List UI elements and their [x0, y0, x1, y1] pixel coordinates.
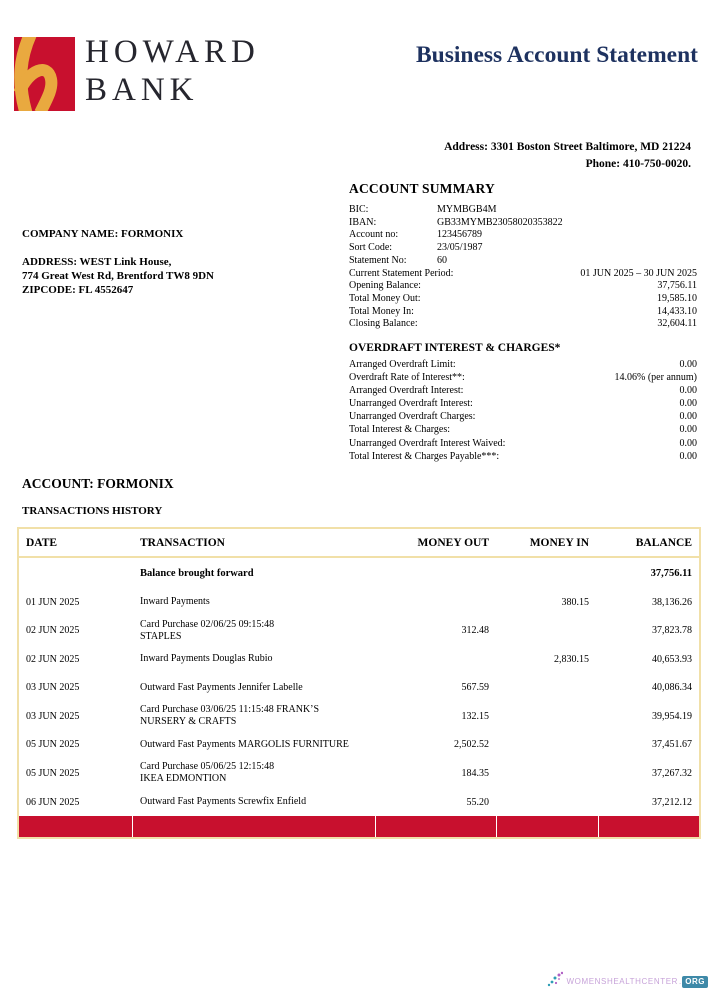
- transaction-description: Outward Fast Payments MARGOLIS FURNITURE: [140, 738, 349, 750]
- company-address-line1: ADDRESS: WEST Link House,: [22, 256, 172, 268]
- summary-row-value: 0.00: [679, 411, 697, 423]
- summary-row: [349, 371, 697, 384]
- summary-row-label: Total Interest & Charges Payable***:: [349, 450, 500, 462]
- transaction-description: Card Purchase 02/06/25 09:15:48 STAPLES: [140, 618, 275, 642]
- summary-row-value: 14,433.10: [657, 305, 697, 317]
- transaction-description: Card Purchase 05/06/25 12:15:48 IKEA EDMONTION: [140, 761, 275, 785]
- table-footer-bar: [19, 816, 699, 837]
- transaction-balance: 37,451.67: [652, 739, 692, 751]
- transaction-money-out: 132.15: [461, 710, 489, 722]
- column-header-transaction: TRANSACTION: [140, 536, 225, 549]
- summary-row-value: 123456789: [437, 229, 482, 241]
- footer-bar-cell: [599, 816, 699, 837]
- bbf-label: Balance brought forward: [140, 567, 254, 579]
- summary-row-label: Unarranged Overdraft Interest Waived:: [349, 437, 506, 449]
- summary-row-value: 0.00: [679, 385, 697, 397]
- transaction-balance: 39,954.19: [652, 710, 692, 722]
- transaction-description: Inward Payments: [140, 596, 210, 608]
- summary-row: [349, 280, 697, 293]
- summary-row: [349, 229, 697, 242]
- transaction-row: [19, 588, 699, 617]
- bank-address-block: [444, 139, 691, 173]
- summary-row: [349, 204, 697, 217]
- summary-row-value: 14.06% (per annum): [614, 372, 697, 384]
- summary-row: [349, 268, 697, 281]
- summary-row: [349, 318, 697, 331]
- footer-bar-cell: [376, 816, 496, 837]
- transaction-date: 05 JUN 2025: [26, 739, 80, 751]
- summary-row-label: Total Interest & Charges:: [349, 424, 451, 436]
- summary-row-value: GB33MYMB23058020353822: [437, 216, 563, 228]
- transaction-date: 03 JUN 2025: [26, 682, 80, 694]
- transaction-date: 06 JUN 2025: [26, 796, 80, 808]
- summary-row: [349, 450, 697, 463]
- transaction-description: Outward Fast Payments Jennifer Labelle: [140, 681, 303, 693]
- company-address-line2: 774 Great West Rd, Brentford TW8 9DN: [22, 270, 214, 282]
- summary-row: [349, 358, 697, 371]
- company-info-block: [22, 227, 214, 297]
- transaction-row: [19, 731, 699, 760]
- summary-row-value: 37,756.11: [657, 280, 697, 292]
- summary-row: [349, 437, 697, 450]
- transaction-balance: 38,136.26: [652, 596, 692, 608]
- watermark-period: .: [679, 977, 682, 986]
- transaction-date: 02 JUN 2025: [26, 625, 80, 637]
- transaction-description: Outward Fast Payments Screwfix Enfield: [140, 795, 307, 807]
- balance-brought-forward-row: [19, 558, 699, 588]
- transaction-description: Inward Payments Douglas Rubio: [140, 653, 273, 665]
- transaction-row: [19, 674, 699, 703]
- summary-row-label: Arranged Overdraft Limit:: [349, 359, 456, 370]
- summary-row-value: 0.00: [679, 359, 697, 370]
- summary-row-value: 01 JUN 2025 – 30 JUN 2025: [580, 267, 697, 279]
- transaction-date: 01 JUN 2025: [26, 596, 80, 608]
- summary-row-label: BIC:: [349, 204, 369, 215]
- summary-row-label: Total Money Out:: [349, 292, 421, 304]
- summary-row-label: Overdraft Rate of Interest**:: [349, 372, 465, 384]
- watermark-org-badge: ORG: [682, 976, 708, 988]
- document-title: Business Account Statement: [415, 42, 698, 68]
- footer-bar-cell: [497, 816, 598, 837]
- transaction-description: Card Purchase 03/06/25 11:15:48 FRANK’S NURSERY & CRAFTS: [140, 704, 320, 728]
- footer-bar-cell: [19, 816, 132, 837]
- transaction-money-out: 2,502.52: [454, 739, 489, 751]
- watermark-text: WOMENSHEALTHCENTER: [566, 977, 679, 986]
- transactions-table: [17, 527, 701, 839]
- transactions-table-header: [19, 529, 699, 558]
- bank-address-line: Address: 3301 Boston Street Baltimore, MD 21224: [444, 141, 691, 153]
- account-summary-rows: [349, 204, 697, 331]
- column-header-money-in: MONEY IN: [529, 536, 589, 549]
- summary-row-label: Closing Balance:: [349, 318, 418, 330]
- summary-row: [349, 255, 697, 268]
- summary-row-value: 0.00: [679, 398, 697, 410]
- company-zipcode: ZIPCODE: FL 4552647: [22, 284, 134, 296]
- transaction-row: [19, 645, 699, 674]
- summary-row-label: IBAN:: [349, 216, 377, 228]
- summary-row: [349, 410, 697, 423]
- transaction-row: [19, 702, 699, 731]
- bbf-balance: 37,756.11: [650, 567, 692, 579]
- summary-row-label: Account no:: [349, 229, 399, 241]
- transaction-money-out: 312.48: [461, 625, 489, 637]
- summary-row-value: 0.00: [679, 450, 697, 462]
- transaction-date: 02 JUN 2025: [26, 653, 80, 665]
- summary-row-label: Statement No:: [349, 254, 407, 266]
- bank-phone-line: Phone: 410-750-0020.: [585, 158, 691, 170]
- transaction-date: 05 JUN 2025: [26, 767, 80, 779]
- summary-row-value: 19,585.10: [657, 292, 697, 304]
- transaction-money-out: 55.20: [466, 796, 489, 808]
- summary-row: [349, 384, 697, 397]
- transaction-row: [19, 788, 699, 817]
- transaction-balance: 40,086.34: [652, 682, 692, 694]
- column-header-balance: BALANCE: [635, 536, 692, 549]
- overdraft-rows: [349, 358, 697, 463]
- summary-row-label: Sort Code:: [349, 242, 393, 254]
- transaction-row: [19, 617, 699, 646]
- transaction-money-out: 567.59: [461, 682, 489, 694]
- overdraft-section: [349, 342, 697, 463]
- transaction-row: [19, 759, 699, 788]
- howard-bank-logo-icon: [14, 37, 75, 111]
- summary-row-label: Total Money In:: [349, 305, 414, 317]
- account-summary-section: [349, 181, 697, 331]
- summary-row: [349, 306, 697, 319]
- transaction-balance: 37,823.78: [652, 625, 692, 637]
- transaction-money-in: 380.15: [561, 596, 589, 608]
- summary-row: [349, 242, 697, 255]
- summary-row-value: 0.00: [679, 424, 697, 436]
- transaction-rows: [19, 588, 699, 816]
- summary-row-label: Unarranged Overdraft Interest:: [349, 398, 473, 410]
- column-header-date: DATE: [26, 536, 58, 549]
- transaction-balance: 40,653.93: [652, 653, 692, 665]
- summary-row: [349, 217, 697, 230]
- footer-bar-cell: [133, 816, 375, 837]
- company-name: COMPANY NAME: FORMONIX: [22, 228, 184, 240]
- watermark-dots-icon: [547, 970, 563, 993]
- transaction-money-out: 184.35: [461, 767, 489, 779]
- account-summary-heading: ACCOUNT SUMMARY: [349, 181, 495, 196]
- summary-row-label: Current Statement Period:: [349, 267, 454, 279]
- bank-name-line2: BANK: [85, 72, 199, 108]
- overdraft-heading: OVERDRAFT INTEREST & CHARGES*: [349, 342, 561, 354]
- summary-row-value: 32,604.11: [657, 318, 697, 330]
- summary-row-value: 0.00: [679, 437, 697, 449]
- summary-row-value: MYMBGB4M: [437, 204, 497, 215]
- summary-row-label: Opening Balance:: [349, 280, 421, 292]
- summary-row-label: Arranged Overdraft Interest:: [349, 385, 464, 397]
- transaction-date: 03 JUN 2025: [26, 710, 80, 722]
- transaction-money-in: 2,830.15: [554, 653, 589, 665]
- transaction-balance: 37,267.32: [652, 767, 692, 779]
- bank-name-line1: HOWARD: [85, 34, 260, 70]
- account-heading: ACCOUNT: FORMONIX: [22, 476, 174, 491]
- transactions-history-heading: TRANSACTIONS HISTORY: [22, 505, 163, 517]
- summary-row-value: 23/05/1987: [437, 242, 483, 254]
- summary-row-label: Unarranged Overdraft Charges:: [349, 411, 476, 423]
- watermark: [547, 970, 708, 993]
- summary-row-value: 60: [437, 254, 447, 266]
- transaction-balance: 37,212.12: [652, 796, 692, 808]
- bank-name: [85, 33, 260, 109]
- column-header-money-out: MONEY OUT: [417, 536, 489, 549]
- summary-row: [349, 423, 697, 436]
- summary-row: [349, 293, 697, 306]
- summary-row: [349, 397, 697, 410]
